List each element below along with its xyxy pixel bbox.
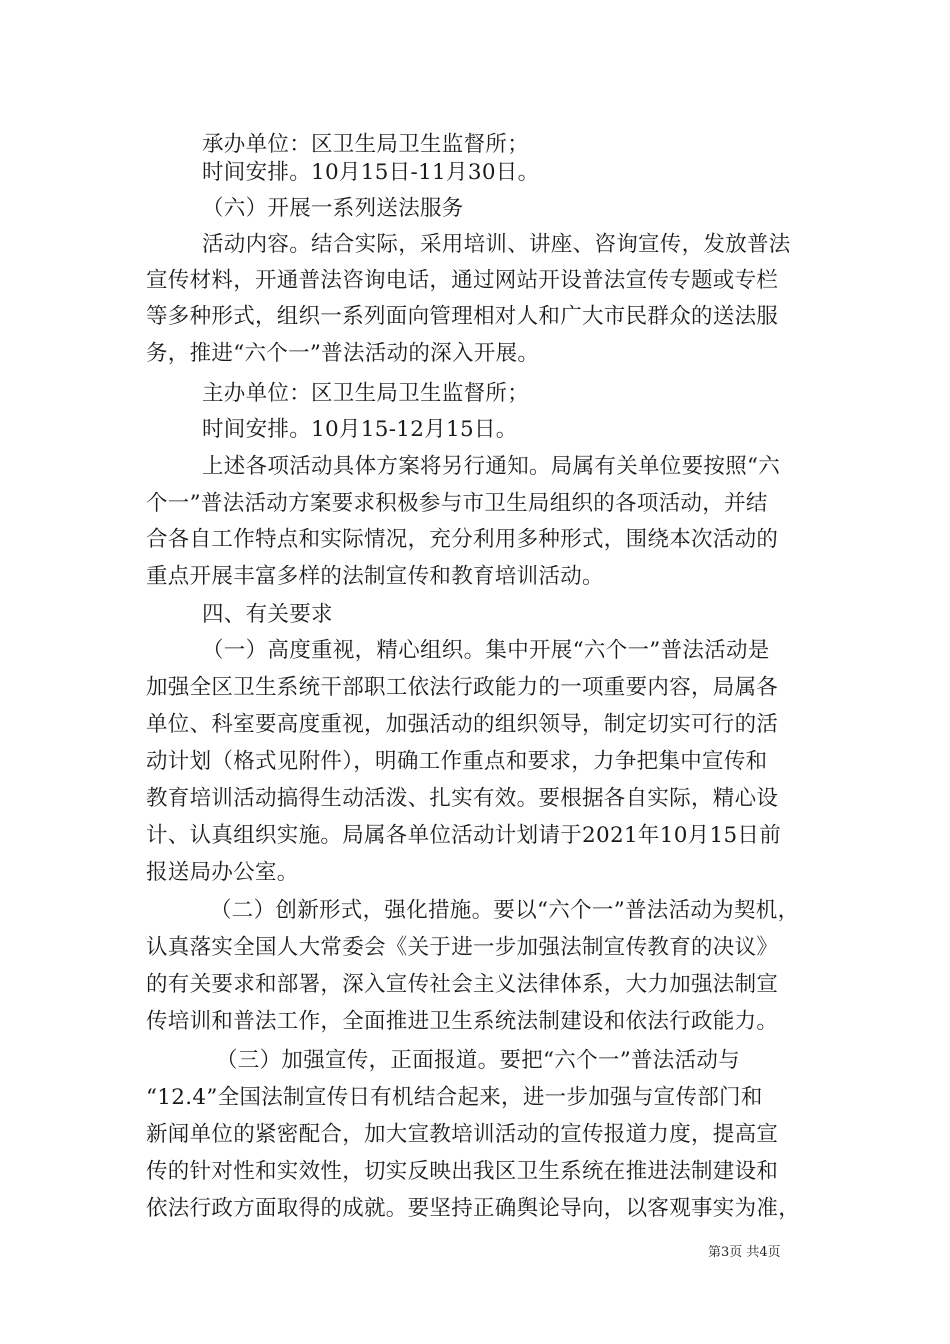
text-line: 等多种形式，组织一系列面向管理相对人和广大市民群众的送法服: [146, 304, 779, 329]
text-line: 主办单位：区卫生局卫生监督所；: [202, 381, 530, 406]
text-line: 报送局办公室。: [146, 860, 299, 885]
text-line: 个一”普法活动方案要求积极参与市卫生局组织的各项活动，并结: [146, 491, 768, 516]
text-line: 上述各项活动具体方案将另行通知。局属有关单位要按照“六: [202, 454, 781, 479]
text-line: 活动内容。结合实际，采用培训、讲座、咨询宣传，发放普法: [202, 232, 791, 257]
text-line: 依法行政方面取得的成就。要坚持正确舆论导向，以客观事实为准，: [146, 1196, 801, 1221]
text-line: 单位、科室要高度重视，加强活动的组织领导，制定切实可行的活: [146, 712, 779, 737]
text-line: 加强全区卫生系统干部职工依法行政能力的一项重要内容，局属各: [146, 675, 779, 700]
text-line: 合各自工作特点和实际情况，充分利用多种形式，围绕本次活动的: [146, 527, 779, 552]
text-line: 务，推进“六个一”普法活动的深入开展。: [146, 341, 540, 366]
text-line: （一）高度重视，精心组织。集中开展“六个一”普法活动是: [202, 638, 770, 663]
text-line: （三）加强宣传，正面报道。要把“六个一”普法活动与: [216, 1048, 740, 1073]
text-line: 传培训和普法工作，全面推进卫生系统法制建设和依法行政能力。: [146, 1009, 779, 1034]
text-line: 认真落实全国人大常委会《关于进一步加强法制宣传教育的决议》: [146, 935, 779, 960]
text-line: 动计划（格式见附件），明确工作重点和要求，力争把集中宣传和: [146, 749, 768, 774]
text-line: （二）创新形式，强化措施。要以“六个一”普法活动为契机，: [210, 898, 800, 923]
page-number: 第3页 共4页: [708, 1245, 781, 1260]
text-line: 承办单位：区卫生局卫生监督所；: [202, 132, 530, 157]
text-line: 时间安排。10月15-12月15日。: [202, 417, 518, 442]
text-line: 新闻单位的紧密配合，加大宣教培训活动的宣传报道力度，提高宣: [146, 1122, 779, 1147]
text-line: 时间安排。10月15日-11月30日。: [202, 160, 540, 185]
text-line: 宣传材料，开通普法咨询电话，通过网站开设普法宣传专题或专栏: [146, 268, 779, 293]
text-line: 传的针对性和实效性，切实反映出我区卫生系统在推进法制建设和: [146, 1159, 779, 1184]
text-line: “12.4”全国法制宣传日有机结合起来，进一步加强与宣传部门和: [146, 1085, 763, 1110]
text-line: 教育培训活动搞得生动活泼、扎实有效。要根据各自实际，精心设: [146, 786, 779, 811]
text-line: 重点开展丰富多样的法制宣传和教育培训活动。: [146, 564, 604, 589]
text-line: 计、认真组织实施。局属各单位活动计划请于2021年10月15日前: [146, 823, 782, 848]
section-heading: （六）开展一系列送法服务: [202, 196, 464, 221]
text-line: 的有关要求和部署，深入宣传社会主义法律体系，大力加强法制宣: [146, 972, 779, 997]
section-heading: 四、有关要求: [202, 602, 333, 627]
